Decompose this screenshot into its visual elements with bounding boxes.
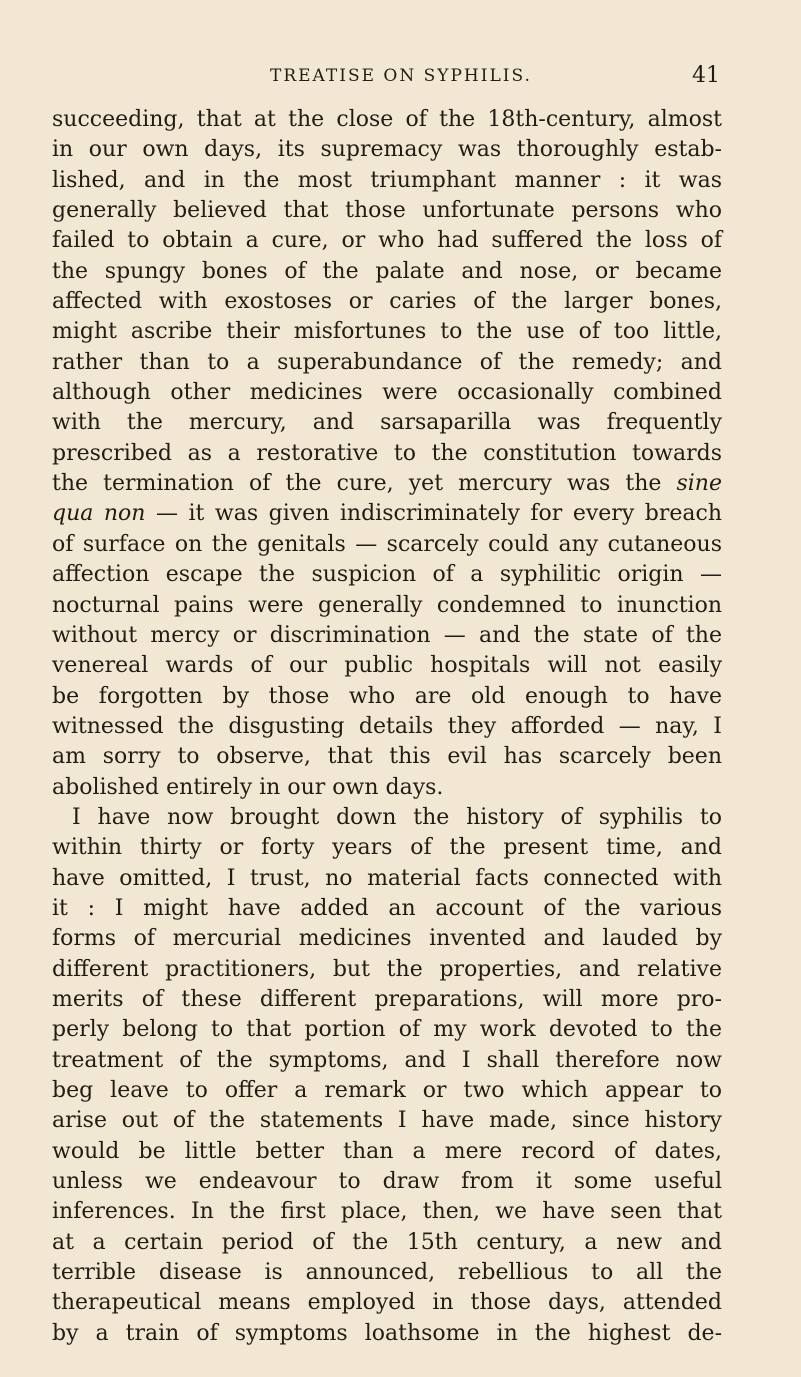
text-line: merits of these different preparations, will more pro- (52, 986, 722, 1012)
body-text (52, 105, 722, 1349)
page-number: 41 (692, 63, 720, 88)
text-line: arise out of the statements I have made, since history (52, 1108, 722, 1134)
text-line: affection escape the suspicion of a syphilitic origin — (52, 562, 722, 588)
text-line: might ascribe their misfortunes to the use of too little, (52, 319, 722, 345)
text-line: be forgotten by those who are old enough to have (52, 683, 722, 709)
text-line: at a certain period of the 15th century, a new and (52, 1229, 722, 1255)
text-line: within thirty or forty years of the present time, and (52, 835, 722, 861)
text-line: without mercy or discrimination — and the state of the (52, 622, 722, 648)
text-line: prescribed as a restorative to the constitution towards (52, 440, 722, 466)
text-line: of surface on the genitals — scarcely could any cutaneous (52, 531, 722, 557)
text-line: have omitted, I trust, no material facts connected with (52, 865, 722, 891)
latin-phrase-sine: sine (676, 471, 722, 497)
text-line: by a train of symptoms loathsome in the highest de- (52, 1320, 722, 1346)
text-line: I have now brought down the history of syphilis to (72, 804, 722, 830)
text-line-part: — it was given indiscriminately for every breach (145, 501, 722, 527)
text-line: succeeding, that at the close of the 18th-century, almost (52, 107, 722, 132)
text-line: the spungy bones of the palate and nose, or became (52, 258, 722, 284)
text-line: terrible disease is announced, rebellious to all the (52, 1260, 722, 1286)
text-line: it : I might have added an account of the various (52, 895, 722, 921)
header-title: TREATISE ON SYPHILIS. (270, 66, 532, 86)
text-line: venereal wards of our public hospitals will not easily (52, 653, 722, 679)
text-line: with the mercury, and sarsaparilla was frequently (52, 410, 722, 436)
text-line: treatment of the symptoms, and I shall therefore now (52, 1047, 722, 1073)
text-line: lished, and in the most triumphant manner : it was (52, 167, 722, 193)
text-line (52, 499, 722, 529)
text-line: perly belong to that portion of my work devoted to the (52, 1017, 722, 1043)
latin-phrase-qua-non: qua non (52, 501, 146, 527)
text-line: unless we endeavour to draw from it some useful (52, 1169, 722, 1195)
text-line: am sorry to observe, that this evil has scarcely been (52, 744, 722, 770)
text-line: witnessed the disgusting details they afforded — nay, I (52, 713, 722, 739)
text-line: affected with exostoses or caries of the larger bones, (52, 289, 722, 315)
text-line: different practitioners, but the properties, and relative (52, 956, 722, 982)
text-line: nocturnal pains were generally condemned to inunction (52, 592, 722, 618)
running-header (52, 62, 720, 90)
text-line: generally believed that those unfortunate persons who (52, 198, 722, 224)
text-line: therapeutical means employed in those days, attended (52, 1290, 722, 1316)
text-line: would be little better than a mere record of dates, (52, 1138, 722, 1164)
text-line: inferences. In the first place, then, we have seen that (52, 1199, 722, 1225)
text-line: beg leave to offer a remark or two which appear to (52, 1078, 722, 1103)
text-line: abolished entirely in our own days. (52, 774, 444, 800)
text-line: rather than to a superabundance of the remedy; and (52, 349, 722, 375)
text-line: although other medicines were occasionally combined (52, 380, 722, 406)
text-line-part: the termination of the cure, yet mercury was the (52, 471, 662, 497)
text-line: in our own days, its supremacy was thoroughly estab- (52, 137, 722, 163)
text-line (52, 469, 722, 499)
text-line: failed to obtain a cure, or who had suffered the loss of (52, 228, 722, 254)
text-line: forms of mercurial medicines invented and lauded by (52, 926, 722, 952)
